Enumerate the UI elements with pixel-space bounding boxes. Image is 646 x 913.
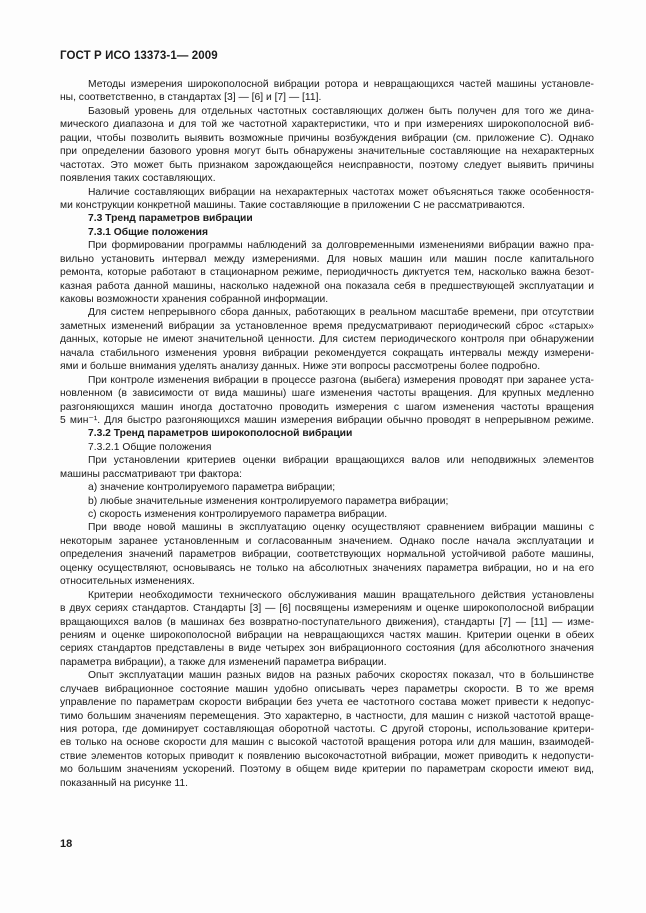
text-line: новленном (в зависимости от вида машины) шаге изменения частоты вращения. Для крупных медленно — [60, 388, 594, 400]
text-line: управление по параметрам скорости вибрации без учета ее частотного состава может привести к недопус- — [60, 697, 594, 709]
text-line: c) скорость изменения контролируемого параметра вибрации. — [88, 509, 388, 520]
text-line: ремонта, которые работают в стационарном режиме, периодичность диктуется тем, насколько важна безот- — [60, 267, 594, 279]
text-line: случаев вибрационное состояние машин удобно описывать через параметры скорости. В то же время — [60, 683, 594, 695]
text-line: параметра вибрации), а также для изменений параметра вибрации. — [60, 656, 387, 668]
text-line: ев только на основе скорости для машин с высокой частотой вращения ротора или для машин, взаимодей- — [60, 737, 594, 749]
text-line: в двух сериях стандартов. Стандарты [3] — [6] посвящены измерениям и оценке широкополосной вибрации — [60, 603, 594, 615]
text-line: ми конструкции конкретной машины. Такие составляющие в приложении С не рассматриваются. — [60, 199, 525, 211]
text-line: частотах. Это может быть признаком зарождающейся неисправности, поэтому следует выявить причины — [60, 159, 594, 171]
text-line: при определении базового уровня могут быть обнаружены значительные составляющие на нехарактерных — [60, 146, 594, 158]
text-line: мо большим значениям ускорений. Поэтому в общем виде критерии по параметрам скорости имеют вид, — [60, 764, 594, 776]
text-line: Критерии необходимости технического обслуживания машин вращательного действия установлены — [88, 589, 594, 601]
text-line: 7.3.2.1 Общие положения — [88, 441, 212, 453]
text-line: При контроле изменения вибрации в процессе разгона (выбега) измерения проводят при заранее уста- — [88, 374, 594, 386]
text-line: ями и больше внимания уделять анализу данных. Ниже эти вопросы рассмотрены более подробно. — [60, 361, 541, 373]
section-heading-line: 7.3.1 Общие положения — [88, 226, 208, 238]
text-line: тимо большим значениям перемещения. Это характерно, в частности, для машин с низкой частотой враще- — [60, 710, 594, 722]
text-line: При вводе новой машины в эксплуатацию оценку осуществляют сравнением вибрации машины с — [88, 522, 594, 534]
document-header: ГОСТ Р ИСО 13373-1— 2009 — [60, 50, 218, 62]
text-line: Опыт эксплуатации машин разных видов на разных рабочих скоростях показал, что в большинстве — [88, 670, 594, 682]
text-line: ствие элементов которых приводит к появлению высокочастотной вибрации, может приводить к недопусти- — [60, 750, 594, 762]
text-line: данных, которые не имеют значительной ценности. Для систем периодического контроля при обнаружении — [60, 334, 594, 346]
section-heading-line: 7.3.2 Тренд параметров широкополосной вибрации — [88, 428, 353, 440]
text-line: мического диапазона и для той же частотной характеристики, что и при измерениях широкополосной виб- — [60, 119, 594, 131]
text-line: 5 мин⁻¹. Для быстро разгоняющихся машин измерения вибрации обычно проводят в непрерывном режиме. — [60, 414, 594, 426]
text-line: машины рассматривают три фактора: — [60, 468, 242, 480]
text-line: относительных изменениях. — [60, 576, 195, 588]
page-number: 18 — [60, 838, 73, 850]
text-line: разгоняющихся машин иногда достаточно проводить измерения с шагом изменения частоты вращения — [60, 401, 594, 413]
document-body — [60, 78, 594, 790]
text-line: b) любые значительные изменения контролируемого параметра вибрации; — [88, 495, 449, 507]
text-line: a) значение контролируемого параметра вибрации; — [88, 482, 336, 494]
text-line: сериях стандартов представлены в виде четырех зон вибрационного состояния (для абсолютного значения — [60, 643, 594, 655]
text-line: рениям и оценке широкополосной вибрации на невращающихся частях машин. Критерии оценки в обеих — [60, 629, 594, 641]
text-line: Методы измерения широкополосной вибрации ротора и невращающихся частей машины установле- — [88, 79, 594, 90]
text-line: появления таких составляющих. — [60, 173, 216, 185]
text-line: показанный на рисунке 11. — [60, 777, 188, 789]
text-line: Базовый уровень для отдельных частотных составляющих должен быть получен для того же дина- — [88, 105, 594, 117]
text-line: При установлении критериев оценки вибрации вращающихся валов или неподвижных элементов — [88, 455, 594, 467]
text-line: Наличие составляющих вибрации на нехарактерных частотах может объясняться также особенностя- — [88, 186, 594, 198]
text-line: определения значений параметров вибрации, соответствующих нормальной устойчивой работе машины, — [60, 549, 594, 561]
text-line: заметных изменений вибрации за установленное время предусматривают периодический сброс «старых» — [60, 320, 594, 332]
text-line: ны, соответственно, в стандартах [3] — [6] и [7] — [11]. — [60, 92, 322, 104]
text-line: оценку осуществляют, основываясь не только на абсолютных значениях параметра вибрации, но и на его — [60, 562, 594, 574]
text-line: начала стабильного изменения уровня вибрации рекомендуется сокращать интервалы между измерени- — [60, 347, 594, 359]
text-line: вильно установить интервал между измерениями. Для новых машин или машин после капитального — [60, 253, 594, 265]
text-line: казная работа данной машины, насколько надежной она показала себя в предшествующей эксплуатации и — [60, 280, 594, 292]
text-line: рации, чтобы позволить выявить возможные причины возбуждения вибрации (см. приложение С). Однако — [60, 132, 594, 144]
text-line: некоторым заранее установленным и согласованным значением. Однако после начала эксплуатации и — [60, 535, 594, 547]
text-line: Для систем непрерывного сбора данных, работающих в реальном масштабе времени, при отсутствии — [88, 307, 594, 319]
section-heading-line: 7.3 Тренд параметров вибрации — [88, 213, 253, 225]
text-line: каковы возможности хранения собранной информации. — [60, 294, 329, 305]
text-line: При формировании программы наблюдений за долговременными изменениями вибрации важно пра- — [88, 240, 594, 252]
text-line: ния ротора, где доминирует составляющая оборотной частоты. С другой стороны, использование критери- — [60, 724, 594, 735]
text-line: вращающихся валов (в машинах без возвратно-поступательного движения), стандарты [7] — [11] — изме- — [60, 616, 594, 628]
